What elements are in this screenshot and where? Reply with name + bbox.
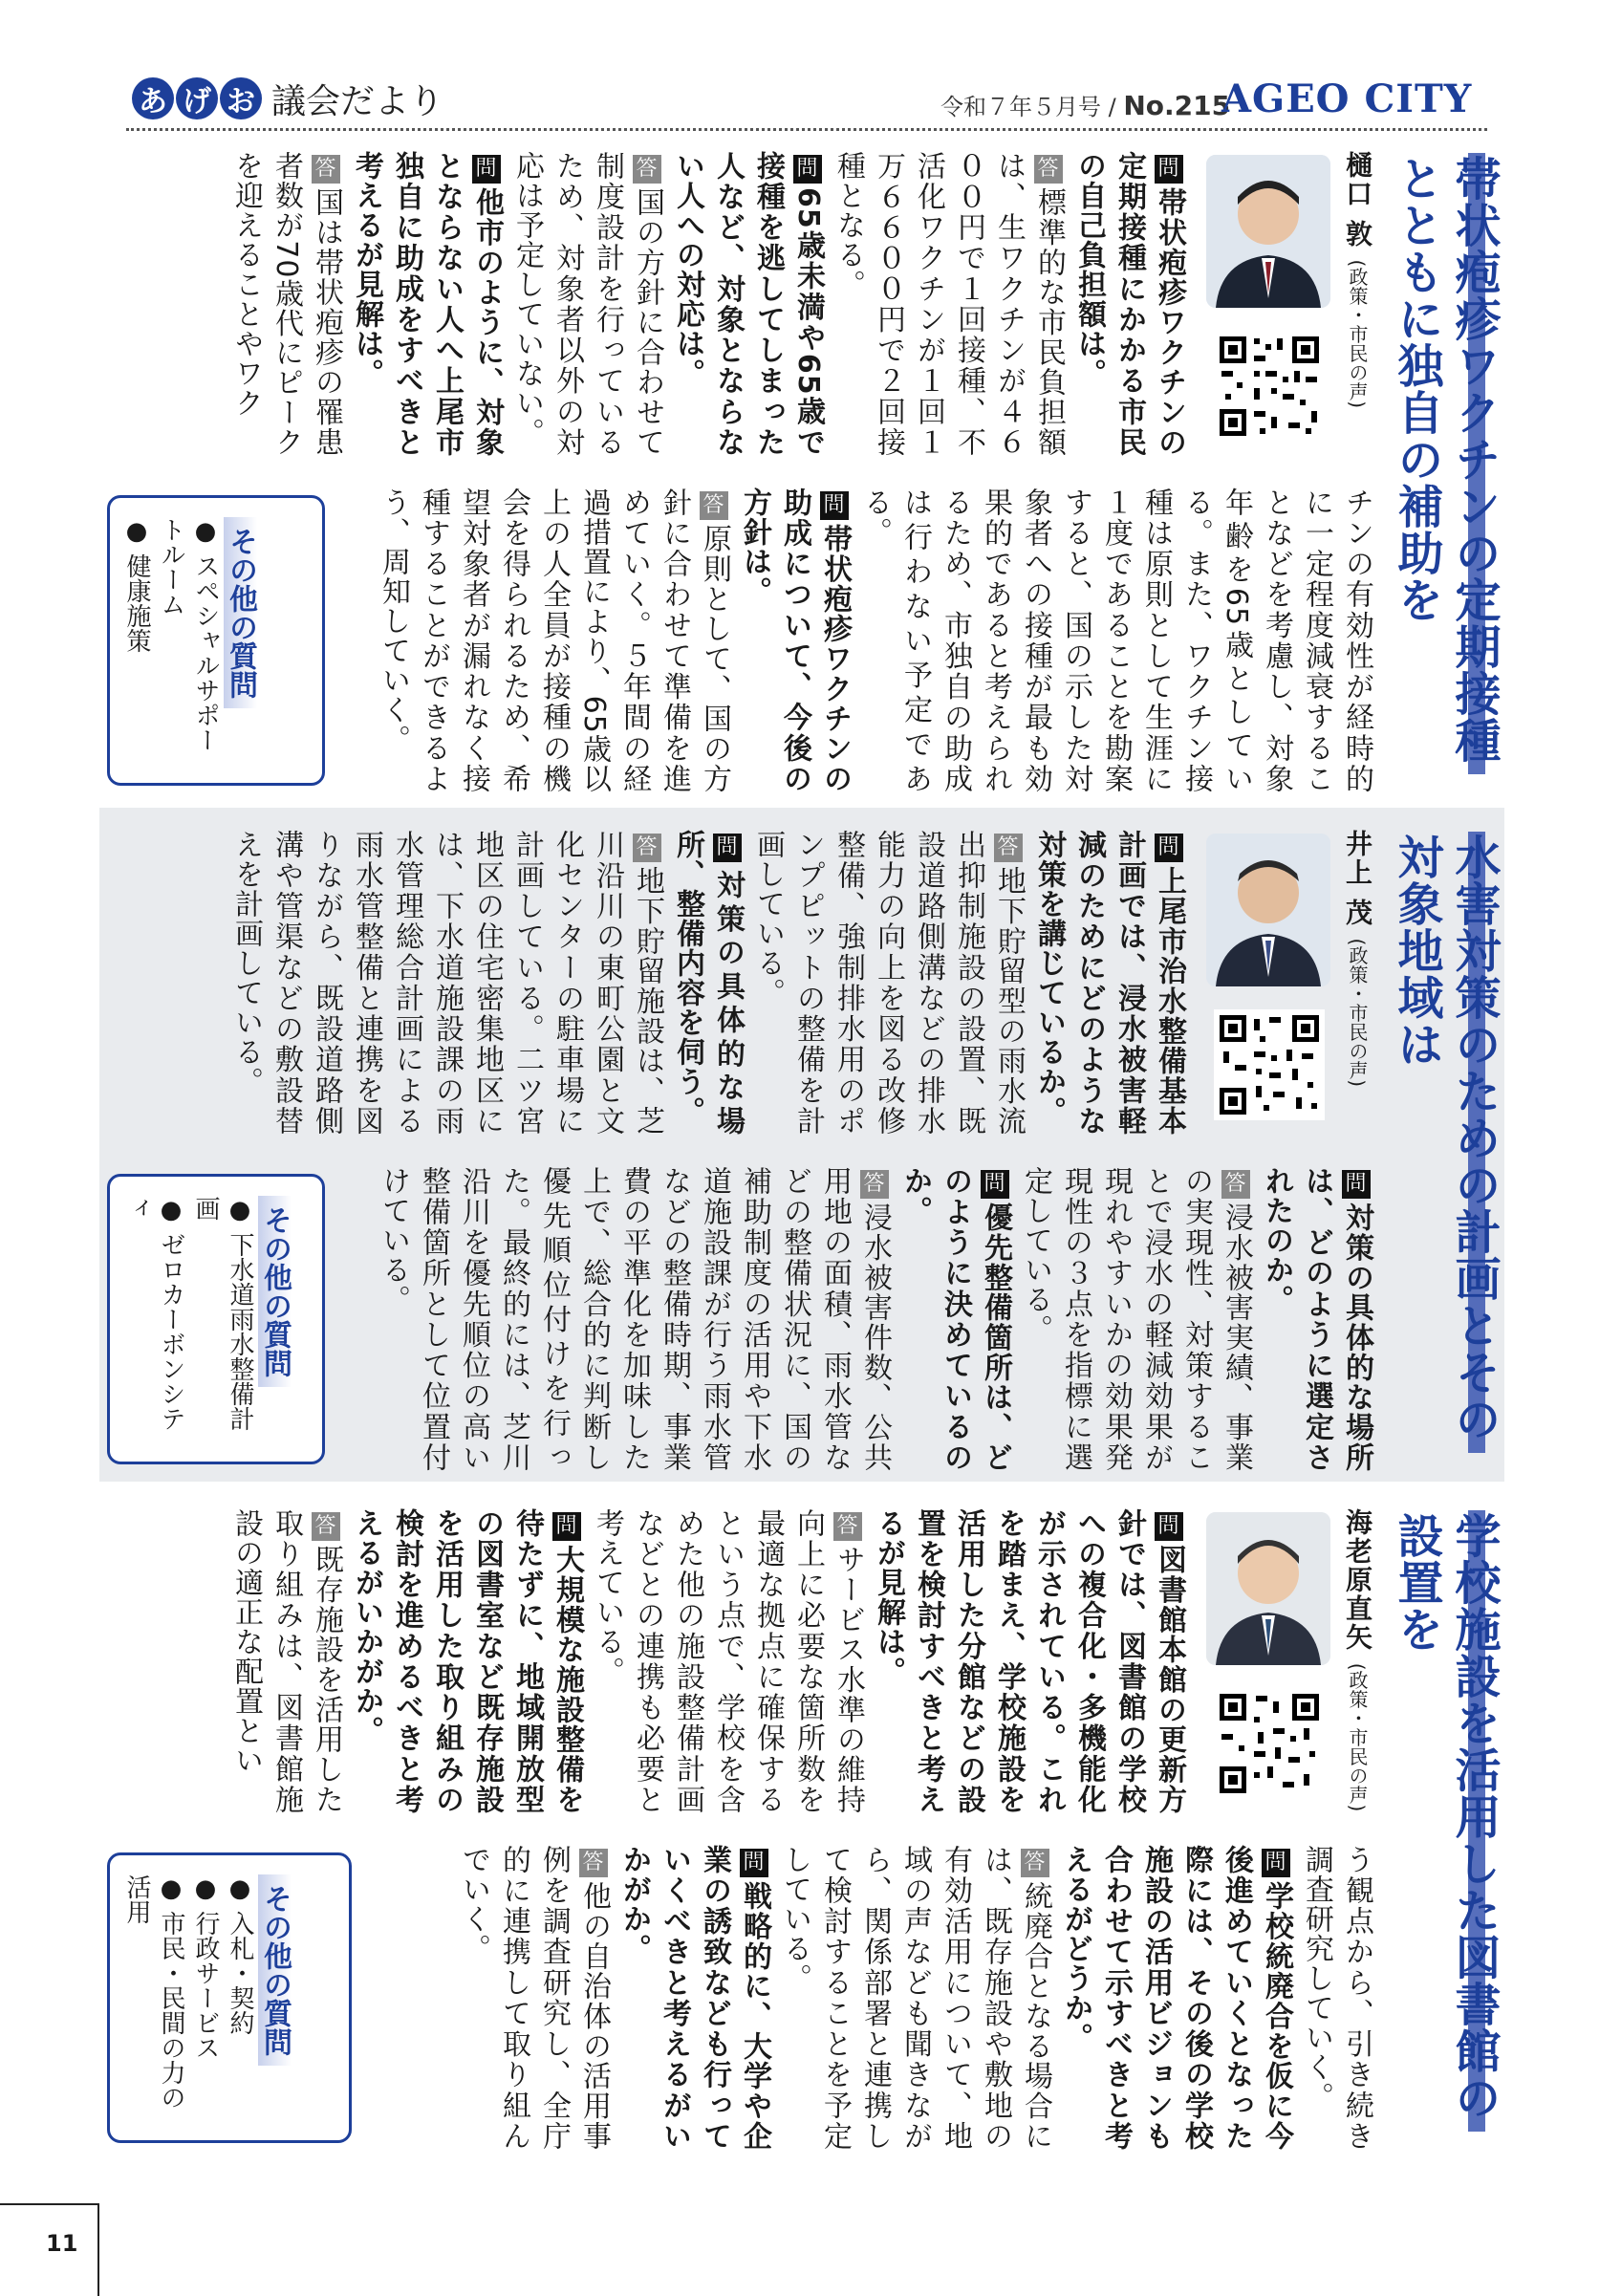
qr-code-graphic bbox=[1216, 1011, 1323, 1118]
answer-text: 地下貯留型の雨水流出抑制施設の設置、既設道路側溝などの排水能力の向上を図る改修整備、強制排水用のポンプピットの整備を計画している。 bbox=[751, 830, 1026, 1136]
other-question-text: 入札・契約 bbox=[226, 1911, 254, 2036]
answer-badge: 答 bbox=[700, 491, 728, 520]
answer-2 bbox=[226, 830, 667, 1136]
logo-char-ge: げ bbox=[176, 77, 218, 119]
answer-3 bbox=[774, 1845, 1055, 2151]
other-questions-content bbox=[110, 498, 267, 783]
author-party: (政策・市民の声) bbox=[1346, 259, 1369, 409]
question-2 bbox=[667, 830, 747, 1136]
answer-3 bbox=[1015, 1166, 1256, 1472]
qr-code[interactable] bbox=[1214, 1688, 1325, 1799]
answer-badge: 答 bbox=[994, 834, 1023, 862]
answer-text: 浸水被害実績、事業の実現性、対策することで浸水の軽減効果が現れやすいかの効果発現性の３点を指標に選定している。 bbox=[1019, 1166, 1253, 1472]
answer-3 bbox=[226, 151, 346, 457]
answer-badge: 答 bbox=[312, 1512, 340, 1541]
answer-badge: 答 bbox=[633, 155, 661, 184]
answer-badge: 答 bbox=[1221, 1170, 1250, 1199]
issue-number: No.215 bbox=[1123, 90, 1231, 121]
answer-text: 地下貯留施設は、芝川沿川の東町公園と文化センターの駐車場に計画している。二ツ宮地区の住宅密集地区には、下水道施設課の雨水管理総合計画による雨水管整備と連携を図りながら、既設道路側溝や管渠などの敷設替えを計画している。 bbox=[229, 830, 664, 1136]
question-badge: 問 bbox=[793, 155, 822, 184]
answer-badge: 答 bbox=[833, 1512, 862, 1541]
answer-text: 浸水被害件数、公共用地の面積、雨水管などの整備状況に、国の補助制度の活用や下水道施設課が行う雨水管などの整備時期、事業費の平準化を加味した上で、総合的に判断し優先順位付けを行った。最終的には、芝川沿川を優先順位の高い整備箇所として位置付けている。 bbox=[377, 1166, 892, 1472]
section-body-2 bbox=[363, 1845, 1376, 2151]
answer-3-continued: チンの有効性が経時的に一定程度減衰することなどを考慮し、対象年齢を65歳としている。また、ワクチン接種は原則として生涯に１度であることを勘案すると、国の示した対象者への接種が最も効果的であると考えられるため、市独自の助成は行わない予定である。 bbox=[858, 487, 1373, 793]
other-questions-box bbox=[107, 1174, 325, 1464]
answer-2 bbox=[507, 151, 667, 457]
question-text: 大規模な施設整備を待たずに、地域開放型の図書室など既存施設を活用した取り組みの検討を進めるべきと考えるがいかがか。 bbox=[350, 1508, 584, 1814]
question-text: 65歳未満や65歳で接種を逃してしまった人など、対象とならない人への対応は。 bbox=[671, 151, 825, 457]
portrait-image bbox=[1206, 155, 1330, 308]
author-name-text: 井上 茂 bbox=[1342, 830, 1373, 927]
question-4 bbox=[614, 1845, 774, 2151]
answer-2-continued: う観点から、引き続き調査研究していく。 bbox=[1300, 1845, 1373, 2151]
section-body-2 bbox=[325, 487, 1376, 793]
question-text: 優先整備箇所は、どのように決めているのか。 bbox=[898, 1166, 1012, 1472]
question-badge: 問 bbox=[1262, 1849, 1290, 1877]
question-badge: 問 bbox=[1155, 155, 1183, 184]
portrait-image bbox=[1206, 1512, 1330, 1665]
newsletter-logo bbox=[132, 73, 443, 124]
author-name bbox=[1338, 151, 1376, 457]
other-question-text: 行政サービス bbox=[191, 1911, 220, 2061]
question-3 bbox=[1055, 1845, 1296, 2151]
question-text: 学校統廃合を仮に今後進めていくとなった際には、その後の学校施設の活用ビジョンも合わせて示すべきと考えるがどうか。 bbox=[1059, 1845, 1293, 2151]
author-party: (政策・市民の声) bbox=[1346, 1662, 1369, 1812]
answer-1 bbox=[587, 1508, 868, 1814]
answer-badge: 答 bbox=[633, 834, 661, 862]
question-badge: 問 bbox=[740, 1849, 768, 1877]
portrait-image bbox=[1206, 834, 1330, 986]
question-2 bbox=[667, 151, 828, 457]
question-3 bbox=[346, 151, 507, 457]
section-body-1 bbox=[128, 151, 1189, 457]
author-photo bbox=[1206, 834, 1330, 986]
question-1 bbox=[1028, 830, 1189, 1136]
section-body-1 bbox=[128, 1508, 1189, 1814]
answer-badge: 答 bbox=[1021, 1849, 1049, 1877]
answer-badge: 答 bbox=[1034, 155, 1063, 184]
question-2 bbox=[346, 1508, 587, 1814]
qr-code[interactable] bbox=[1214, 1009, 1325, 1120]
logo-char-a: あ bbox=[132, 77, 174, 119]
logo-text: 議会だより bbox=[271, 81, 444, 121]
header-divider bbox=[126, 128, 1487, 131]
page-number-box bbox=[0, 2203, 99, 2296]
answer-badge: 答 bbox=[579, 1849, 608, 1877]
answer-4 bbox=[453, 1845, 614, 2151]
city-name: AGEO CITY bbox=[1221, 76, 1473, 121]
question-text: 帯状疱疹ワクチンの助成について、今後の方針は。 bbox=[738, 487, 852, 793]
question-text: 対策の具体的な場所は、どのように選定されたのか。 bbox=[1260, 1166, 1373, 1472]
other-question-text: 健康施策 bbox=[122, 553, 151, 654]
question-1 bbox=[868, 1508, 1189, 1814]
qr-code-graphic bbox=[1216, 1690, 1323, 1797]
question-badge: 問 bbox=[472, 155, 501, 184]
author-photo bbox=[1206, 1512, 1330, 1665]
question-4 bbox=[734, 487, 854, 793]
question-text: 帯状疱疹ワクチンの定期接種にかかる市民の自己負担額は。 bbox=[1072, 151, 1186, 457]
answer-1 bbox=[828, 151, 1069, 457]
answer-text: 統廃合となる場合には、既存施設や敷地の有効活用について、地域の声なども聞きながら、関係部署と連携して検討することを予定している。 bbox=[778, 1845, 1052, 2151]
other-questions-box bbox=[107, 1852, 352, 2143]
qr-code-graphic bbox=[1216, 333, 1323, 440]
other-questions-title: その他の質問 bbox=[258, 1196, 292, 1387]
answer-badge: 答 bbox=[312, 155, 340, 184]
other-question-item: ● 市民・民間の力の活用 bbox=[122, 1874, 185, 2111]
other-question-text: 市民・民間の力の活用 bbox=[122, 1874, 185, 2111]
answer-badge: 答 bbox=[860, 1170, 889, 1199]
question-badge: 問 bbox=[820, 491, 849, 520]
question-text: 図書館本館の更新方針では、図書館の学校への複合化・多機能化が示されている。これを踏まえ、学校施設を活用した分館などの設置を検討すべきと考えるが見解は。 bbox=[872, 1508, 1186, 1814]
answer-text: サービス水準の維持向上に必要な箇所数を最適な拠点に確保するという点で、学校を含めた他の施設整備計画などとの連携も必要と考えている。 bbox=[591, 1508, 865, 1814]
question-badge: 問 bbox=[1155, 1512, 1183, 1541]
other-question-item: ● 入札・契約 bbox=[226, 1874, 254, 2036]
author-name bbox=[1338, 1508, 1376, 1814]
answer-text: 標準的な市民負担額は、生ワクチンが４６００円で１回接種、不活化ワクチンが１回１万６６００円で２回接種となる。 bbox=[832, 151, 1066, 457]
issue-date: 令和７年５月号 / bbox=[940, 94, 1116, 120]
other-questions-content bbox=[110, 1177, 301, 1462]
other-question-item: ● 行政サービス bbox=[191, 1874, 220, 2061]
other-question-text: スペシャルサポートルーム bbox=[157, 517, 220, 753]
author-party: (政策・市民の声) bbox=[1346, 938, 1369, 1088]
question-1 bbox=[1069, 151, 1189, 457]
author-photo bbox=[1206, 155, 1330, 308]
answer-1 bbox=[747, 830, 1028, 1136]
answer-text: 国は帯状疱疹の罹患者数が70歳代にピークを迎えることやワク bbox=[229, 151, 343, 457]
answer-text: 国の方針に合わせて制度設計を行っているため、対象者以外の対応は予定していない。 bbox=[510, 151, 664, 457]
question-badge: 問 bbox=[713, 834, 742, 862]
section-title: 水害対策のための計画とその対象地域は bbox=[1390, 834, 1501, 1442]
answer-text: 原則として、国の方針に合わせて準備を進めていく。５年間の経過措置により、65歳以上の人全員が接種の機会を得られるため、希望対象者が漏れなく接種することができるよう、周知していく。 bbox=[377, 487, 731, 793]
question-badge: 問 bbox=[1155, 834, 1183, 862]
question-badge: 問 bbox=[552, 1512, 581, 1541]
other-question-text: 下水道雨水整備計画 bbox=[191, 1196, 254, 1432]
question-text: 対策の具体的な場所、整備内容を伺う。 bbox=[671, 830, 745, 1136]
author-name-text: 樋口 敦 bbox=[1342, 151, 1373, 249]
section-title: 学校施設を活用した図書館の設置を bbox=[1390, 1512, 1501, 2121]
answer-4 bbox=[373, 1166, 895, 1472]
author-name-text: 海老原直矢 bbox=[1342, 1508, 1373, 1652]
other-question-item: ● 健康施策 bbox=[122, 517, 151, 654]
question-badge: 問 bbox=[1342, 1170, 1371, 1199]
question-text: 他市のように、対象とならない人へ上尾市独自に助成をすべきと考えるが見解は。 bbox=[350, 151, 504, 457]
page-number: 11 bbox=[46, 2230, 78, 2257]
other-question-item: ● 下水道雨水整備計画 bbox=[191, 1196, 254, 1432]
question-3 bbox=[1256, 1166, 1376, 1472]
answer-text: 既存施設を活用した取り組みは、図書館施設の適正な配置とい bbox=[229, 1508, 343, 1814]
issue-info bbox=[940, 88, 1230, 121]
section-body-2 bbox=[325, 1166, 1376, 1472]
question-text: 戦略的に、大学や企業の誘致なども行っていくべきと考えるがいかがか。 bbox=[617, 1845, 771, 2151]
answer-2 bbox=[226, 1508, 346, 1814]
author-name bbox=[1338, 830, 1376, 1136]
answer-text: 他の自治体の活用事例を調査研究し、全庁的に連携して取り組んでいく。 bbox=[457, 1845, 611, 2151]
other-questions-title: その他の質問 bbox=[258, 1874, 292, 2066]
other-questions-box bbox=[107, 495, 325, 786]
question-4 bbox=[895, 1166, 1015, 1472]
qr-code[interactable] bbox=[1214, 331, 1325, 442]
question-text: 上尾市治水整備基本計画では、浸水被害軽減のためにどのような対策を講じているか。 bbox=[1032, 830, 1186, 1136]
section-title: 帯状疱疹ワクチンの定期接種とともに独自の補助を bbox=[1390, 155, 1501, 764]
logo-char-o: お bbox=[220, 77, 262, 119]
other-questions-title: その他の質問 bbox=[224, 517, 257, 708]
answer-4 bbox=[373, 487, 734, 793]
question-badge: 問 bbox=[981, 1170, 1009, 1199]
other-question-text: ゼロカーボンシティ bbox=[122, 1196, 185, 1432]
other-question-item: ● ゼロカーボンシティ bbox=[122, 1196, 185, 1432]
other-questions-content bbox=[110, 1855, 301, 2140]
other-question-item: ● スペシャルサポートルーム bbox=[157, 517, 220, 753]
section-body-1 bbox=[128, 830, 1189, 1136]
